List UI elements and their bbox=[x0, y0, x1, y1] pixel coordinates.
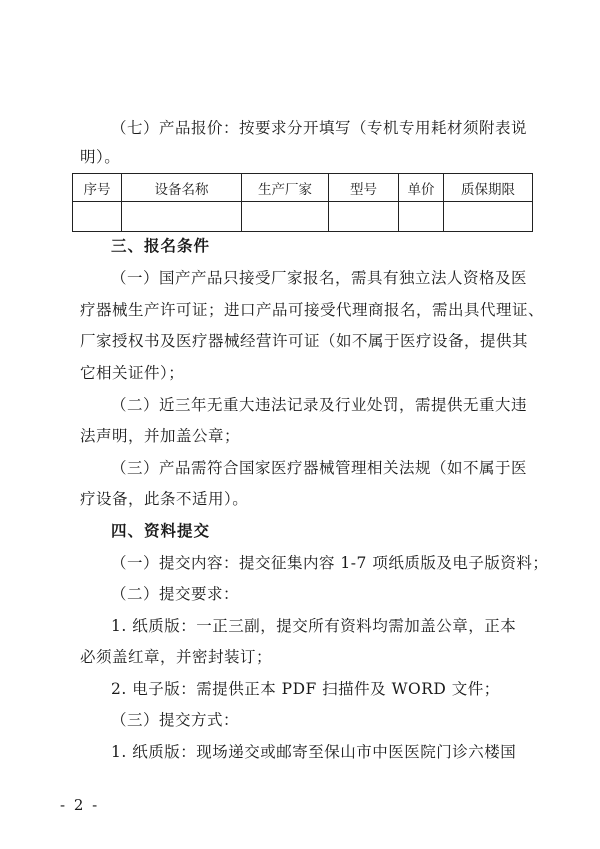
section-seven-line-1: （七）产品报价：按要求分开填写（专机专用耗材须附表说 bbox=[111, 119, 528, 137]
header-serial-number: 序号 bbox=[73, 174, 122, 202]
header-unit-price: 单价 bbox=[399, 174, 444, 202]
table-cell bbox=[122, 202, 242, 232]
section-three-item2-line-1: （二）近三年无重大违法记录及行业处罚，需提供无重大违 bbox=[111, 396, 528, 414]
table-cell bbox=[399, 202, 444, 232]
header-model: 型号 bbox=[329, 174, 399, 202]
price-table-empty-row bbox=[73, 202, 533, 232]
price-table bbox=[72, 173, 533, 232]
header-warranty-period: 质保期限 bbox=[444, 174, 533, 202]
section-three-heading: 三、报名条件 bbox=[111, 237, 211, 255]
section-three-item1-line-3: 厂家授权书及医疗器械经营许可证（如不属于医疗设备，提供其 bbox=[80, 332, 529, 350]
paper-requirement-line-2: 必须盖红章，并密封装订； bbox=[80, 648, 273, 666]
table-cell bbox=[444, 202, 533, 232]
table-cell bbox=[329, 202, 399, 232]
paper-requirement-line-1: 1. 纸质版：一正三副，提交所有资料均需加盖公章，正本 bbox=[111, 617, 517, 635]
page-number: - 2 - bbox=[60, 796, 100, 814]
section-four-heading: 四、资料提交 bbox=[111, 522, 211, 540]
table-cell bbox=[242, 202, 329, 232]
section-three-item1-line-4: 它相关证件）； bbox=[80, 364, 185, 382]
header-device-name: 设备名称 bbox=[122, 174, 242, 202]
section-seven-line-2: 明）。 bbox=[80, 148, 121, 166]
section-three-item3-line-2: 疗设备，此条不适用）。 bbox=[80, 490, 249, 508]
section-three-item3-line-1: （三）产品需符合国家医疗器械管理相关法规（如不属于医 bbox=[111, 459, 528, 477]
table-cell bbox=[73, 202, 122, 232]
section-three-item2-line-2: 法声明，并加盖公章； bbox=[80, 427, 241, 445]
section-three-item1-line-2: 疗器械生产许可证；进口产品可接受代理商报名，需出具代理证、 bbox=[80, 301, 545, 319]
electronic-requirement: 2. 电子版：需提供正本 PDF 扫描件及 WORD 文件； bbox=[111, 680, 500, 698]
submission-method-heading: （三）提交方式： bbox=[111, 711, 240, 729]
submission-method-paper: 1. 纸质版：现场递交或邮寄至保山市中医医院门诊六楼国 bbox=[111, 743, 517, 761]
submission-content: （一）提交内容：提交征集内容 1-7 项纸质版及电子版资料； bbox=[111, 554, 549, 572]
header-manufacturer: 生产厂家 bbox=[242, 174, 329, 202]
price-table-header-row bbox=[73, 174, 533, 202]
section-three-item1-line-1: （一）国产产品只接受厂家报名，需具有独立法人资格及医 bbox=[111, 269, 528, 287]
submission-requirements-heading: （二）提交要求： bbox=[111, 585, 240, 603]
